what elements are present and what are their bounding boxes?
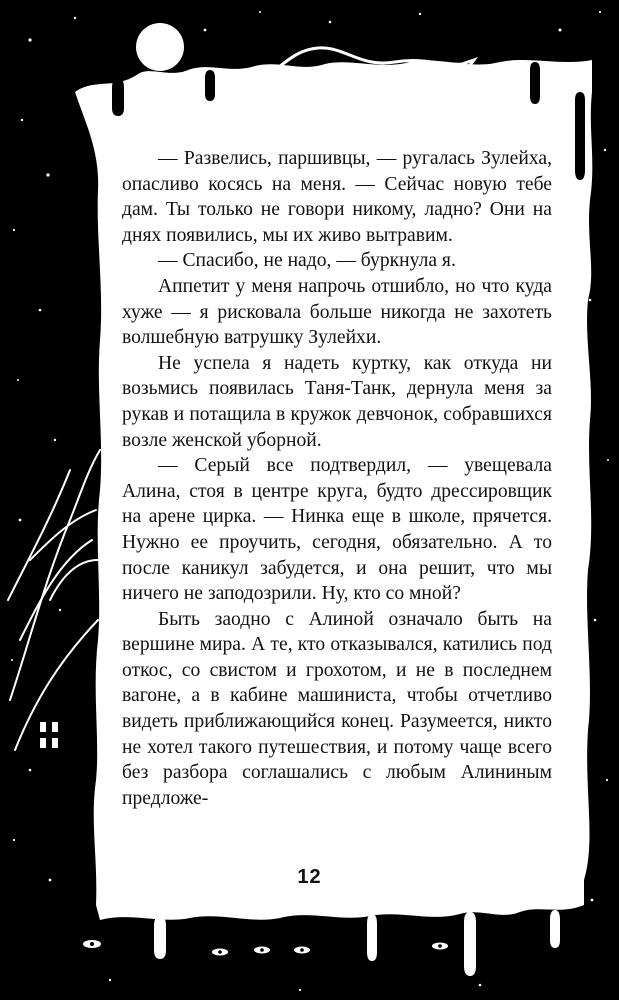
paragraph: Аппетит у меня напрочь отшибло, но что куда хуже — я рисковала больше никогда не захотеть волшебную ватрушку Зулейхи. [122, 275, 552, 349]
paragraph: Быть заодно с Алиной означало быть на вершине мира. А те, кто отказывался, катились под откос, со свистом и грохотом, и не в последнем вагоне, а в кабине машиниста, чтобы отчетливо видеть приближающийся конец. Разумеется, никто не хотел такого путешествия, и потому чаще всего без разбора соглашались с любым Алининым предложе- [122, 608, 552, 809]
moon-icon [136, 23, 184, 71]
paragraph: — Развелись, паршивцы, — ругалась Зулейха, опасливо косясь на меня. — Сейчас новую тебе дам. Ты только не говори никому, ладно? Они на днях появились, мы их живо вытравим. [122, 148, 552, 246]
page-number: 12 [297, 866, 322, 888]
paragraph: — Спасибо, не надо, — буркнула я. [158, 250, 456, 272]
paragraph: — Серый все подтвердил, — увещевала Алина, стоя в центре круга, будто дрессировщик на арене цирка. — Нинка еще в школе, прячется. Нужно ее проучить, сегодня, обязательно. А то после каникул забудется, и она решит, что мы ничего не заподозрили. Ну, кто со мной? [122, 455, 552, 605]
page-body-text [122, 146, 552, 811]
paragraph: Не успела я надеть куртку, как откуда ни возьмись появилась Таня-Танк, дернула меня за рукав и потащила в кружок девчонок, собравшихся возле женской уборной. [122, 352, 552, 451]
